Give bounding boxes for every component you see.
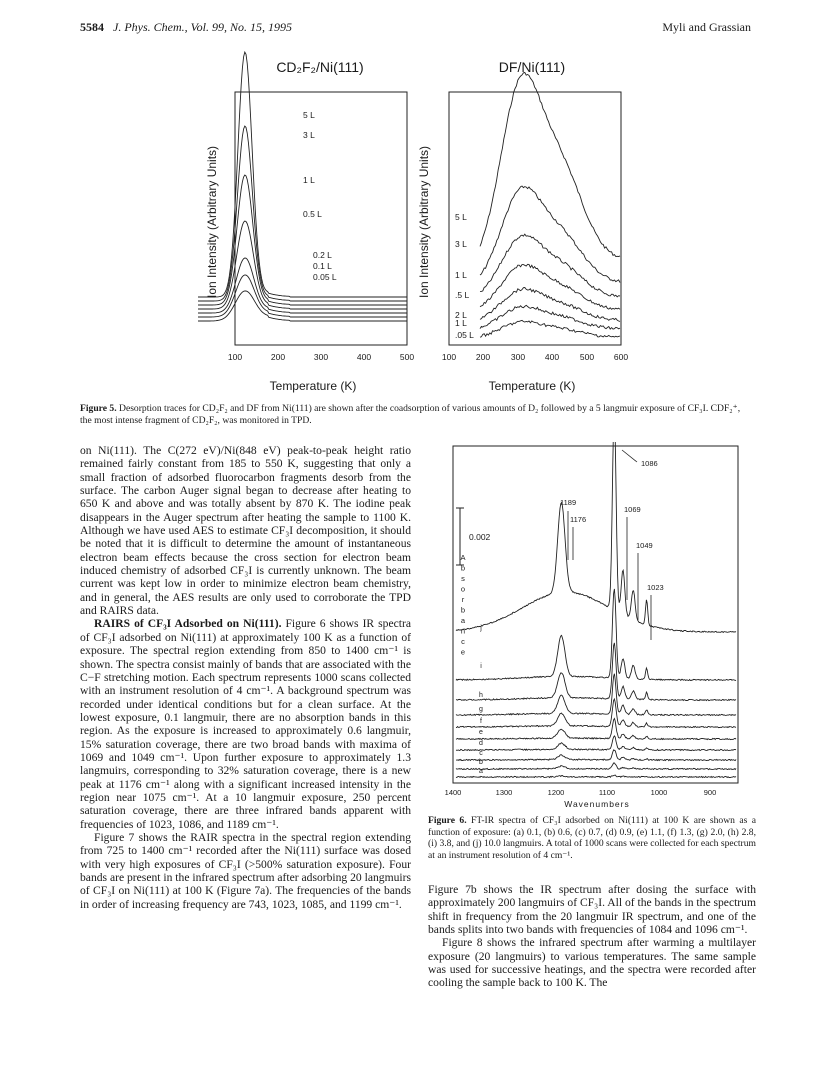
- figure-5-caption: [80, 403, 750, 427]
- fig5-right-label: 1 L: [455, 318, 467, 328]
- fig5-left-xticks: [228, 352, 414, 362]
- fig6-trace: [456, 643, 736, 701]
- fig6-trace-label: c: [479, 750, 483, 757]
- fig6-ylabel-letter: s: [461, 574, 465, 583]
- author-header: Myli and Grassian: [662, 20, 751, 34]
- fig5-right-label: .05 L: [455, 330, 474, 340]
- fig6-xtick: 1000: [650, 788, 668, 797]
- fig5-right-xlabel: Temperature (K): [488, 379, 576, 393]
- fig5-right-trace: [480, 320, 620, 337]
- fig5-right-label: 3 L: [455, 239, 467, 249]
- figure-5: [195, 50, 655, 400]
- section-heading: RAIRS of CF₃I Adsorbed on Ni(111).: [94, 617, 282, 631]
- fig5-right-label: 2 L: [455, 310, 467, 320]
- fig5-right-xtick: 500: [579, 352, 595, 362]
- fig6-ylabel-letter: A: [460, 553, 466, 562]
- fig5-left-label: 1 L: [303, 175, 315, 185]
- fig6-trace: [456, 699, 736, 728]
- fig6-peak-label: 1023: [647, 583, 664, 592]
- fig5-left-trace: [198, 291, 407, 321]
- fig6-ylabel-letter: a: [460, 616, 466, 625]
- fig5-left-label: 0.05 L: [313, 272, 337, 282]
- fig6-trace: [456, 719, 736, 740]
- fig6-trace: [456, 763, 736, 770]
- fig5-right-xtick: 300: [510, 352, 526, 362]
- fig6-trace-label: h: [479, 692, 483, 699]
- fig6-xtick: 900: [703, 788, 717, 797]
- fig5-right-xtick: 200: [475, 352, 491, 362]
- fig5-right-label: .5 L: [455, 290, 470, 300]
- fig5-left-labels: [303, 110, 337, 282]
- fig5-left-trace: [198, 175, 407, 305]
- figure-6: [428, 442, 760, 812]
- paragraph: on Ni(111). The C(272 eV)/Ni(848 eV) peak-to-peak height ratio remained fairly constant from 185 to 550 K, suggesting that only a small fraction of adsorbed fluorocarbon fragments desorb from the surface. The carbon Auger signal began to decrease after heating to 650 K and above and was totally absent by 870 K. The iodine peak disappears in the Auger spectrum after heating the sample to 1100 K. Although we have used AES to estimate CF₃I decomposition, it should be noted that it is difficult to determine the amount of instantaneous electron beam effects because the cross section for electron beam induced chemistry of adsorbed CF₃I is currently unknown. The beam current was kept low in order to minimize electron beam chemistry, and in general, the AES results are only used to corroborate the TPD and RAIRS data.: [80, 444, 411, 618]
- fig6-xlabel: Wavenumbers: [564, 799, 630, 809]
- fig5-left-label: 3 L: [303, 130, 315, 140]
- journal-citation: J. Phys. Chem., Vol. 99, No. 15, 1995: [113, 20, 292, 34]
- fig5-right-trace: [480, 234, 620, 297]
- fig6-ylabel-letter: b: [460, 563, 466, 573]
- fig5-left-trace: [198, 221, 407, 309]
- right-column: [428, 883, 756, 990]
- fig6-peak-label: 1189: [560, 498, 577, 507]
- paragraph: Figure 7 shows the RAIR spectra in the spectral region extending from 725 to 1400 cm⁻¹ recorded after the Ni(111) surface was dosed with very high exposures of CF₃I (>500% saturation exposure). Four bands are present in the infrared spectrum after adsorbing 20 langmuirs of CF₃I on Ni(111) at 100 K (Figure 7a). The frequencies of the bands in order of increasing frequency are 743, 1023, 1085, and 1199 cm⁻¹.: [80, 830, 411, 911]
- fig6-xtick: 1100: [598, 788, 616, 797]
- fig6-trace-label: b: [479, 759, 483, 766]
- figure-6-caption-text: FT-IR spectra of CF₃I adsorbed on Ni(111) at 100 K are shown as a function of exposure: (a) 0.1, (b) 0.6, (c) 0.7, (d) 0.9, (e) 1.1, (f) 1.3, (g) 2.0, (h) 2.8, (i) 3.8, and (j) 10.0 langmuirs. A total of 1000 scans were collected for each spectrum at an instrument resolution of 4 cm⁻¹.: [428, 815, 756, 861]
- fig5-right-label: 5 L: [455, 212, 467, 222]
- fig5-right-trace: [480, 186, 620, 283]
- fig6-trace-label: g: [479, 706, 483, 713]
- fig6-ylabel-letter: b: [460, 605, 466, 615]
- figure-6-caption: [428, 815, 756, 861]
- fig5-right-trace: [480, 264, 620, 309]
- fig6-peak-label: 1176: [570, 515, 587, 524]
- paragraph: Figure 7b shows the IR spectrum after dosing the surface with approximately 200 langmuirs of CF₃I. All of the bands in the spectrum shift in frequency from the 20 langmuir IR spectrum, and one of the bands splits into two bands with frequencies of 1084 and 1096 cm⁻¹.: [428, 883, 756, 937]
- figure-5-caption-label: Figure 5.: [80, 403, 117, 414]
- fig6-scale-label: 0.002: [469, 532, 491, 542]
- fig6-traces: [456, 442, 736, 778]
- fig5-left-title: CD₂F₂/Ni(111): [276, 59, 364, 75]
- fig5-right-ylabel: Ion Intensity (Arbitrary Units): [417, 145, 431, 299]
- figure-5-caption-text: Desorption traces for CD₂F₂ and DF from Ni(111) are shown after the coadsorption of various amounts of D₂ followed by a 5 langmuir exposure of CF₃I. CDF₂⁺, the most intense fragment of CD₂F₂, was monitored in TPD.: [80, 403, 741, 426]
- fig5-left-ylabel: Ion Intensity (Arbitrary Units): [205, 145, 219, 299]
- fig6-trace: [456, 442, 736, 633]
- fig5-left-label: 0.2 L: [313, 250, 332, 260]
- fig5-right-xtick: 100: [441, 352, 457, 362]
- fig6-peak-label: 1069: [624, 505, 641, 514]
- fig5-left-label: 5 L: [303, 110, 315, 120]
- fig6-trace-label: a: [479, 768, 483, 775]
- fig6-peak-label: 1049: [636, 541, 653, 550]
- fig5-right-title: DF/Ni(111): [498, 59, 566, 75]
- fig5-right-traces: [480, 72, 620, 337]
- fig6-trace: [456, 674, 736, 716]
- fig6-peak-label: 1086: [641, 459, 658, 468]
- fig6-trace-label: j: [480, 625, 482, 632]
- fig5-right-label: 1 L: [455, 270, 467, 280]
- fig5-right-labels: [455, 212, 474, 340]
- fig5-right-xticks: [442, 352, 628, 362]
- fig6-trace-label: e: [479, 729, 483, 736]
- fig5-left-xlabel: Temperature (K): [269, 379, 357, 393]
- fig5-left-xtick: 100: [227, 352, 243, 362]
- paragraph: [80, 617, 411, 831]
- fig6-trace: [456, 775, 736, 778]
- fig6-trace: [456, 736, 736, 751]
- fig5-right-xtick: 400: [544, 352, 560, 362]
- fig6-ylabel-letter: e: [460, 647, 466, 657]
- fig6-trace-label: d: [479, 740, 483, 747]
- fig5-left-xtick: 400: [356, 352, 372, 362]
- fig6-xticks: [445, 788, 717, 797]
- fig6-trace-label: i: [480, 663, 482, 670]
- fig5-right-frame: [449, 92, 621, 345]
- fig6-frame: [453, 446, 738, 783]
- fig6-peak-pointer: [622, 450, 637, 462]
- fig5-left-label: 0.5 L: [303, 209, 322, 219]
- fig5-left-xtick: 300: [313, 352, 329, 362]
- running-header: [80, 20, 292, 35]
- fig6-xtick: 1200: [547, 788, 565, 797]
- fig6-ylabel: [460, 553, 465, 657]
- fig6-xtick: 1300: [495, 788, 513, 797]
- fig5-left-xtick: 500: [399, 352, 415, 362]
- fig6-xtick: 1400: [444, 788, 462, 797]
- fig6-ylabel-letter: c: [461, 637, 465, 646]
- fig6-ylabel-letter: n: [460, 626, 466, 636]
- fig6-ylabel-letter: r: [461, 595, 465, 604]
- fig6-trace-label: f: [480, 718, 482, 725]
- left-column: [80, 444, 411, 911]
- paragraph-text: Figure 6 shows IR spectra of CF₃I adsorbed on Ni(111) at approximately 100 K as a function of exposure. The spectral region extending from 850 to 1400 cm⁻¹ is shown. The spectra consist mainly of bands that are associated with the C−F stretching motion. Each spectrum represents 1000 scans collected with an instrument resolution of 4 cm⁻¹. A background spectrum was recorded under identical conditions but for a clean surface. At the lowest exposure, 0.1 langmuir, there are no absorption bands in this region. As the exposure is increased to approximately 0.6 langmuir, 15% saturation coverage, there are two broad bands with maxima of 1069 and 1049 cm⁻¹. Upon further exposure to approximately 1.3 langmuirs, corresponding to 32% saturation coverage, there is a new peak at 1176 cm⁻¹ along with a significant increased intensity in the region near 1075 cm⁻¹. At a 10 langmuir exposure, 250 percent saturation coverage, there are three infrared bands apparent with frequencies of 1023, 1086, and 1189 cm⁻¹.: [80, 617, 411, 831]
- figure-6-caption-label: Figure 6.: [428, 815, 467, 826]
- fig5-left-label: 0.1 L: [313, 261, 332, 271]
- fig6-ylabel-letter: o: [460, 584, 466, 594]
- paragraph: Figure 8 shows the infrared spectrum after warming a multilayer exposure (20 langmuirs) to various temperatures. The same sample was used for successive heatings, and the spectra were recorded after cooling the sample back to 100 K. The: [428, 936, 756, 990]
- page-number: 5584: [80, 20, 104, 34]
- fig5-right-xtick: 600: [613, 352, 629, 362]
- fig6-trace: [456, 589, 736, 681]
- fig6-trace: [456, 750, 736, 761]
- fig5-left-xtick: 200: [270, 352, 286, 362]
